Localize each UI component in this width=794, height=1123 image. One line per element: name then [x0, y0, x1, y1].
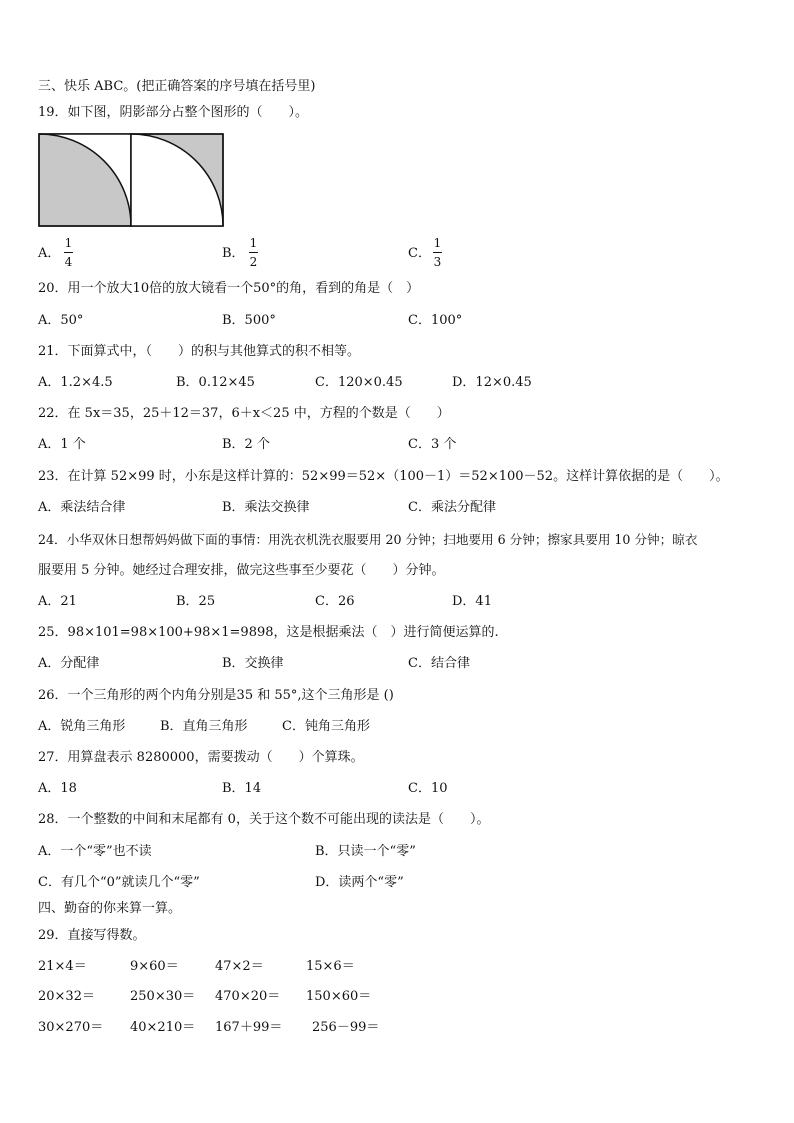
- q19-option-c-label: C．: [408, 246, 431, 261]
- q24-option-b: B．25: [176, 594, 216, 609]
- calc-item: 250×30＝: [130, 989, 196, 1004]
- question-29: 29．直接写得数。: [38, 928, 146, 943]
- q28-option-d: D．读两个“零”: [315, 875, 404, 890]
- q19-option-b-fraction: 1 2: [249, 236, 258, 269]
- q21-option-d: D．12×0.45: [452, 375, 532, 390]
- calc-item: 9×60＝: [130, 959, 179, 974]
- q19-right-square: [131, 134, 223, 226]
- q21-option-b: B．0.12×45: [176, 375, 255, 390]
- q22-option-c: C．3 个: [408, 437, 457, 452]
- calc-item: 20×32＝: [38, 989, 95, 1004]
- q24-option-d: D．41: [452, 594, 492, 609]
- calc-item: 47×2＝: [215, 959, 264, 974]
- q27-option-b: B．14: [222, 781, 262, 796]
- q23-option-a: A．乘法结合律: [38, 500, 126, 515]
- q19-option-a-label: A．: [38, 246, 61, 261]
- q25-option-b: B．交换律: [222, 656, 284, 671]
- q27-option-c: C．10: [408, 781, 448, 796]
- q28-option-c: C．有几个“0”就读几个“零”: [38, 875, 200, 890]
- calc-item: 256－99＝: [312, 1020, 380, 1035]
- q19-option-c-fraction: 1 3: [433, 236, 442, 269]
- question-23: 23．在计算 52×99 时，小东是这样计算的：52×99＝52×（100－1）＝52×100－52。这样计算依据的是（ ）。: [38, 469, 729, 484]
- q25-option-c: C．结合律: [408, 656, 470, 671]
- question-25: 25．98×101=98×100+98×1=9898，这是根据乘法（ ）进行简便运算的.: [38, 625, 499, 640]
- calc-item: 21×4＝: [38, 959, 87, 974]
- question-24-line-2: 服要用 5 分钟。她经过合理安排，做完这些事至少要花（ ）分钟。: [38, 563, 445, 578]
- q20-option-c: C．100°: [408, 313, 463, 328]
- q23-option-c: C．乘法分配律: [408, 500, 496, 515]
- section-3-title: 三、快乐 ABC。(把正确答案的序号填在括号里): [38, 79, 316, 94]
- q19-option-b-label: B．: [222, 246, 245, 261]
- calc-item: 30×270＝: [38, 1020, 104, 1035]
- q26-option-b: B．直角三角形: [160, 719, 248, 734]
- q23-option-b: B．乘法交换律: [222, 500, 310, 515]
- q21-option-c: C．120×0.45: [315, 375, 403, 390]
- q25-option-a: A．分配律: [38, 656, 100, 671]
- q24-option-a: A．21: [38, 594, 77, 609]
- q27-option-a: A．18: [38, 781, 77, 796]
- q26-option-c: C．钝角三角形: [282, 719, 370, 734]
- question-20: 20．用一个放大10倍的放大镜看一个50°的角，看到的角是（ ）: [38, 281, 420, 296]
- question-28: 28．一个整数的中间和末尾都有 0，关于这个数不可能出现的读法是（ ）。: [38, 812, 490, 827]
- q22-option-a: A．1 个: [38, 437, 86, 452]
- question-24-line-1: 24．小华双休日想帮妈妈做下面的事情：用洗衣机洗衣服要用 20 分钟；扫地要用 6 分钟；擦家具要用 10 分钟；晾衣: [38, 532, 698, 547]
- q19-figure: [38, 133, 226, 227]
- q19-option-a-fraction: 1 4: [64, 236, 73, 269]
- q20-option-a: A．50°: [38, 313, 84, 328]
- calc-item: 40×210＝: [130, 1020, 196, 1035]
- q28-option-b: B．只读一个“零”: [315, 844, 416, 859]
- q20-option-b: B．500°: [222, 313, 276, 328]
- q21-option-a: A．1.2×4.5: [38, 375, 113, 390]
- q22-option-b: B．2 个: [222, 437, 270, 452]
- q24-option-c: C．26: [315, 594, 355, 609]
- q19-left-square: [39, 134, 131, 226]
- question-22: 22．在 5x＝35，25＋12＝37，6＋x＜25 中，方程的个数是（ ）: [38, 406, 450, 421]
- calc-item: 150×60＝: [306, 989, 372, 1004]
- q26-option-a: A．锐角三角形: [38, 719, 126, 734]
- question-26: 26．一个三角形的两个内角分别是35 和 55°,这个三角形是 (): [38, 688, 394, 703]
- q28-option-a: A．一个“零”也不读: [38, 844, 152, 859]
- calc-item: 167＋99＝: [215, 1020, 283, 1035]
- calc-item: 470×20＝: [215, 989, 281, 1004]
- question-19: 19．如下图，阴影部分占整个图形的（ ）。: [38, 105, 309, 120]
- calc-item: 15×6＝: [306, 959, 355, 974]
- question-27: 27．用算盘表示 8280000，需要拨动（ ）个算珠。: [38, 750, 364, 765]
- section-4-title: 四、勤奋的你来算一算。: [38, 901, 182, 916]
- question-21: 21．下面算式中，（ ）的积与其他算式的积不相等。: [38, 344, 361, 359]
